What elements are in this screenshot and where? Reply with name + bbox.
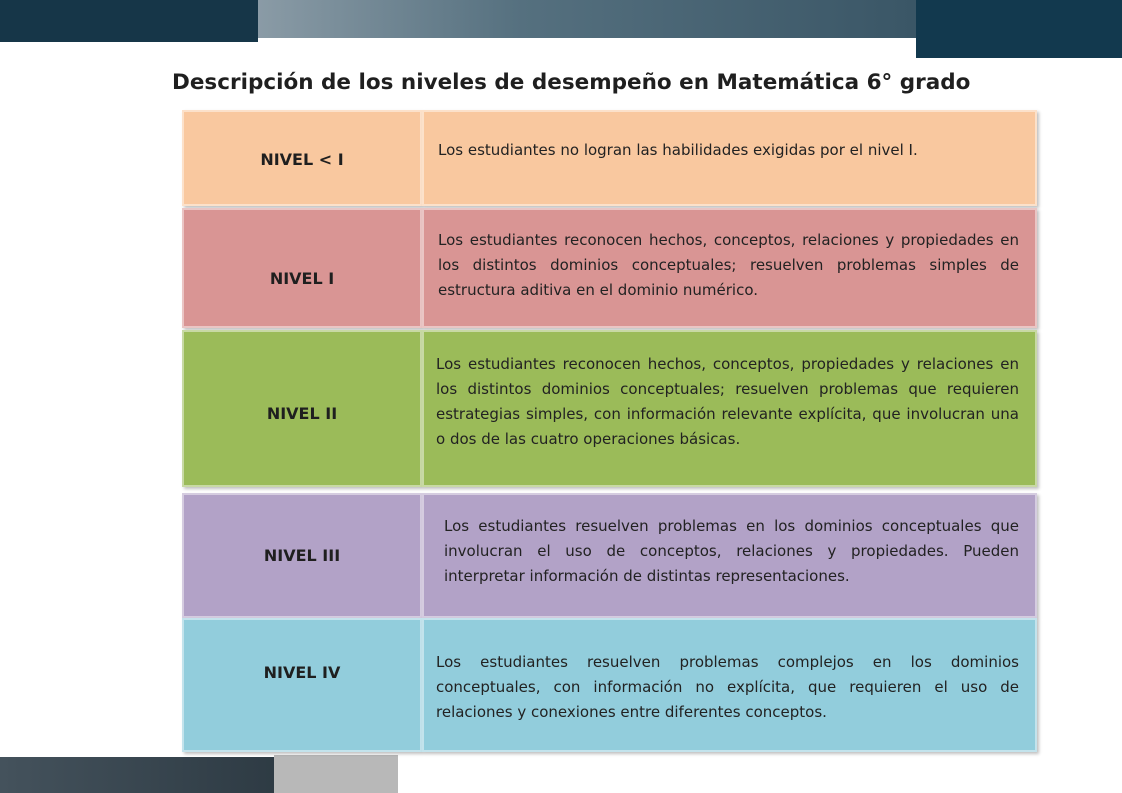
header-bar-right <box>916 0 1122 58</box>
level-label: NIVEL < I <box>182 110 422 206</box>
level-description-text: Los estudiantes resuelven problemas complejos en los dominios conceptuales, con información no explícita, que requieren el uso de relaciones y conexiones entre diferentes conceptos. <box>436 653 1019 721</box>
level-description-text: Los estudiantes reconocen hechos, conceptos, propiedades y relaciones en los distintos dominios conceptuales; resuelven problemas que requieren estrategias simples, con información relevante explícita, que involucran una o dos de las cuatro operaciones básicas. <box>436 355 1019 448</box>
level-label: NIVEL I <box>182 208 422 328</box>
level-row-3 <box>182 493 1037 618</box>
level-description <box>422 493 1037 618</box>
level-row-4 <box>182 618 1037 752</box>
level-label: NIVEL III <box>182 493 422 618</box>
level-description <box>422 618 1037 752</box>
level-row-2 <box>182 330 1037 487</box>
level-row-below-1 <box>182 110 1037 206</box>
footer-bar-gray <box>274 755 398 793</box>
level-label: NIVEL II <box>182 330 422 487</box>
level-description <box>422 330 1037 487</box>
level-description-text: Los estudiantes no logran las habilidades exigidas por el nivel I. <box>438 141 918 159</box>
header-bar-left <box>0 0 258 42</box>
level-description <box>422 208 1037 328</box>
header-bar-center <box>258 0 916 38</box>
level-label: NIVEL IV <box>182 618 422 752</box>
level-row-1 <box>182 208 1037 328</box>
level-description <box>422 110 1037 206</box>
page-title: Descripción de los niveles de desempeño en Matemática 6° grado <box>172 70 971 95</box>
level-description-text: Los estudiantes reconocen hechos, conceptos, relaciones y propiedades en los distintos dominios conceptuales; resuelven problemas simples de estructura aditiva en el dominio numérico. <box>438 231 1019 299</box>
level-description-text: Los estudiantes resuelven problemas en los dominios conceptuales que involucran el uso de conceptos, relaciones y propiedades. Pueden interpretar información de distintas representaciones. <box>444 517 1019 585</box>
footer-bar-left <box>0 757 274 793</box>
